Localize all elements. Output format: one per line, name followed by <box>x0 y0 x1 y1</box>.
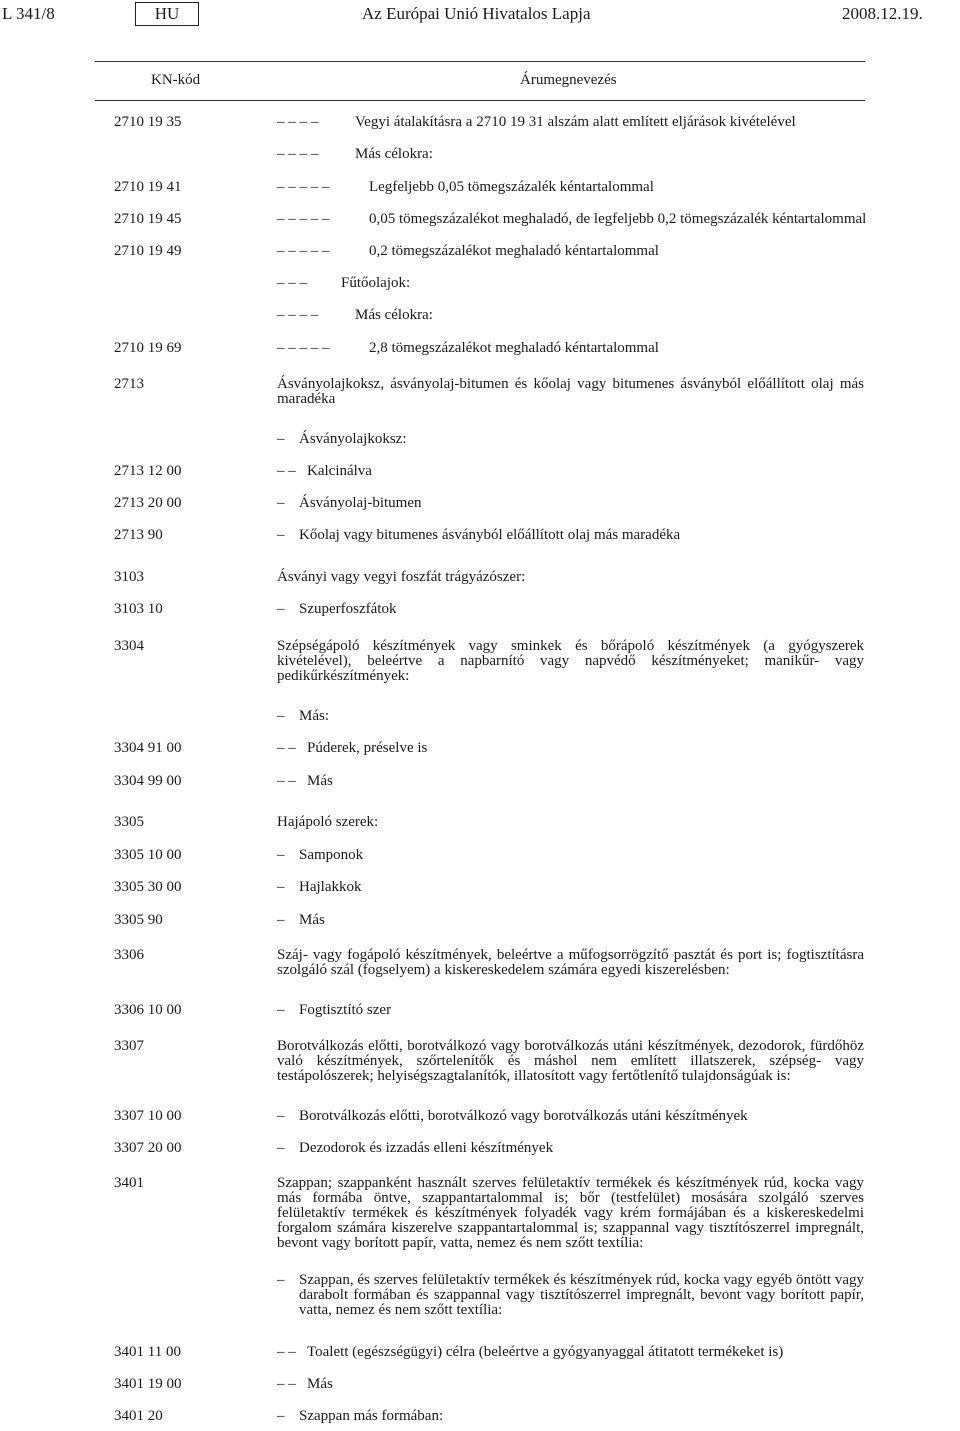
cn-code: 3305 30 00 <box>114 879 182 895</box>
cn-code: 2713 20 00 <box>114 495 182 511</box>
cn-code: 2710 19 35 <box>114 114 182 130</box>
indent-dashes: – <box>277 912 285 928</box>
language-badge: HU <box>135 2 199 26</box>
cn-code: 2710 19 45 <box>114 211 182 227</box>
description-text: Szépségápoló készítmények vagy sminkek és bőrápoló készítmények (a gyógyszerek kivételével), beleértve a napbarnító vagy napvédő készítményeket; manikűr- vagy pedikűrkészítmények: <box>277 638 864 684</box>
cn-code: 3401 20 <box>114 1408 163 1424</box>
description-text: Ásványolajkoksz: <box>299 431 407 447</box>
description-text: Más célokra: <box>355 307 433 323</box>
cn-code: 3305 10 00 <box>114 847 182 863</box>
indent-dashes: – – – – <box>277 114 319 130</box>
description-text: Fogtisztító szer <box>299 1002 392 1018</box>
description-text: Száj- vagy fogápoló készítmények, beleértve a műfogsorrögzítő pasztát és port is; fogtisztításra szolgáló szál (fogselyem) a kiskereskedelem számára egyedi kiszerelésben: <box>277 947 864 978</box>
description-text: Púderek, préselve is <box>307 740 428 756</box>
description-text: Más <box>307 773 333 789</box>
description-text: Szuperfoszfátok <box>299 601 397 617</box>
description-text: 0,2 tömegszázalékot meghaladó kéntartalommal <box>369 243 659 259</box>
indent-dashes: – – – – <box>277 307 319 323</box>
description-text: Más <box>307 1376 333 1392</box>
description-text: Más: <box>299 708 329 724</box>
indent-dashes: – – <box>277 1344 296 1360</box>
column-header-code: KN-kód <box>151 72 201 88</box>
cn-code: 2710 19 41 <box>114 179 182 195</box>
indent-dashes: – – – – – <box>277 211 330 227</box>
indent-dashes: – <box>277 601 285 617</box>
description-text: Más <box>299 912 325 928</box>
indent-dashes: – – – – – <box>277 179 330 195</box>
publication-date: 2008.12.19. <box>842 4 923 23</box>
column-header-description: Árumegnevezés <box>520 72 617 88</box>
description-text: Ásványi vagy vegyi foszfát trágyázószer: <box>277 569 526 585</box>
indent-dashes: – <box>277 847 285 863</box>
description-text: Borotválkozás előtti, borotválkozó vagy borotválkozás utáni készítmények <box>299 1108 748 1124</box>
indent-dashes: – <box>277 1108 285 1124</box>
indent-dashes: – – <box>277 1376 296 1392</box>
cn-code: 3306 10 00 <box>114 1002 182 1018</box>
cn-code: 3103 <box>114 569 144 585</box>
description-text: Toalett (egészségügyi) célra (beleértve a gyógyanyaggal átitatott termékeket is) <box>307 1344 784 1360</box>
indent-dashes: – <box>277 431 285 447</box>
cn-code: 3304 99 00 <box>114 773 182 789</box>
indent-dashes: – <box>277 708 285 724</box>
cn-code: 2710 19 69 <box>114 340 182 356</box>
description-text: Szappan; szappanként használt szerves felületaktív termékek és készítmények rúd, kocka vagy más formába öntve, szappantartalommal is; bőr (testfelület) mosására szolgáló szerves felületaktív termékek és készítmények folyadék vagy krém formájában és a kiskereskedelmi forgalom számára kiszerelve szappantartalommal is; szappannal vagy tisztítószerrel impregnált, bevont vagy borított papír, vatta, nemez és nem szőtt textília: <box>277 1175 864 1251</box>
page-reference: L 341/8 <box>2 4 55 23</box>
description-text: Legfeljebb 0,05 tömegszázalék kéntartalommal <box>369 179 654 195</box>
cn-code: 3307 <box>114 1038 144 1054</box>
description-text: Ásványolajkoksz, ásványolaj-bitumen és kőolaj vagy bitumenes ásványból előállított olaj más maradéka <box>277 376 864 407</box>
indent-dashes: – – – – <box>277 146 319 162</box>
indent-dashes: – <box>277 495 285 511</box>
indent-dashes: – <box>277 1140 285 1156</box>
description-text: Hajlakkok <box>299 879 362 895</box>
description-text: Szappan más formában: <box>299 1408 444 1424</box>
cn-code: 3103 10 <box>114 601 163 617</box>
description-text: Hajápoló szerek: <box>277 814 379 830</box>
cn-code: 3401 <box>114 1175 144 1191</box>
indent-dashes: – – – – – <box>277 243 330 259</box>
cn-code: 3305 <box>114 814 144 830</box>
description-text: Fűtőolajok: <box>341 275 411 291</box>
page-header <box>0 0 960 30</box>
description-text: 2,8 tömegszázalékot meghaladó kéntartalommal <box>369 340 659 356</box>
cn-code: 3306 <box>114 947 144 963</box>
cn-code: 3304 <box>114 638 144 654</box>
description-text: Szappan, és szerves felületaktív termékek és készítmények rúd, kocka vagy egyéb öntött vagy darabolt formában és szappannal vagy tisztítószerrel impregnált, bevont vagy borított papír, vatta, nemez és nem szőtt textília: <box>299 1272 864 1318</box>
column-header-rule <box>95 61 865 101</box>
indent-dashes: – <box>277 1002 285 1018</box>
description-text: 0,05 tömegszázalékot meghaladó, de legfeljebb 0,2 tömegszázalék kéntartalommal <box>369 211 867 227</box>
cn-code: 3307 10 00 <box>114 1108 182 1124</box>
indent-dashes: – <box>277 1272 285 1288</box>
indent-dashes: – – <box>277 463 296 479</box>
description-text: Dezodorok és izzadás elleni készítmények <box>299 1140 554 1156</box>
indent-dashes: – <box>277 1408 285 1424</box>
journal-title: Az Európai Unió Hivatalos Lapja <box>362 4 591 23</box>
cn-code: 3304 91 00 <box>114 740 182 756</box>
description-text: Vegyi átalakításra a 2710 19 31 alszám alatt említett eljárások kivételével <box>355 114 796 130</box>
description-text: Samponok <box>299 847 364 863</box>
cn-code: 3401 19 00 <box>114 1376 182 1392</box>
description-text: Más célokra: <box>355 146 433 162</box>
description-text: Kőolaj vagy bitumenes ásványból előállított olaj más maradéka <box>299 527 681 543</box>
indent-dashes: – – – – – <box>277 340 330 356</box>
cn-code: 2713 12 00 <box>114 463 182 479</box>
indent-dashes: – – <box>277 773 296 789</box>
description-text: Ásványolaj-bitumen <box>299 495 422 511</box>
cn-code: 3401 11 00 <box>114 1344 181 1360</box>
cn-code: 2713 <box>114 376 144 392</box>
cn-code: 3305 90 <box>114 912 163 928</box>
description-text: Borotválkozás előtti, borotválkozó vagy borotválkozás utáni készítmények, dezodorok, fürdőhöz való készítmények, szőrtelenítők és máshol nem említett illatszerek, szépség- vagy testápolószerek; helyiségszagtalanítók, illatosított vagy fertőtlenítő tulajdonságúak is: <box>277 1038 864 1084</box>
indent-dashes: – <box>277 527 285 543</box>
cn-code: 2710 19 49 <box>114 243 182 259</box>
indent-dashes: – <box>277 879 285 895</box>
description-text: Kalcinálva <box>307 463 372 479</box>
cn-code: 3307 20 00 <box>114 1140 182 1156</box>
indent-dashes: – – – <box>277 275 307 291</box>
indent-dashes: – – <box>277 740 296 756</box>
cn-code: 2713 90 <box>114 527 163 543</box>
